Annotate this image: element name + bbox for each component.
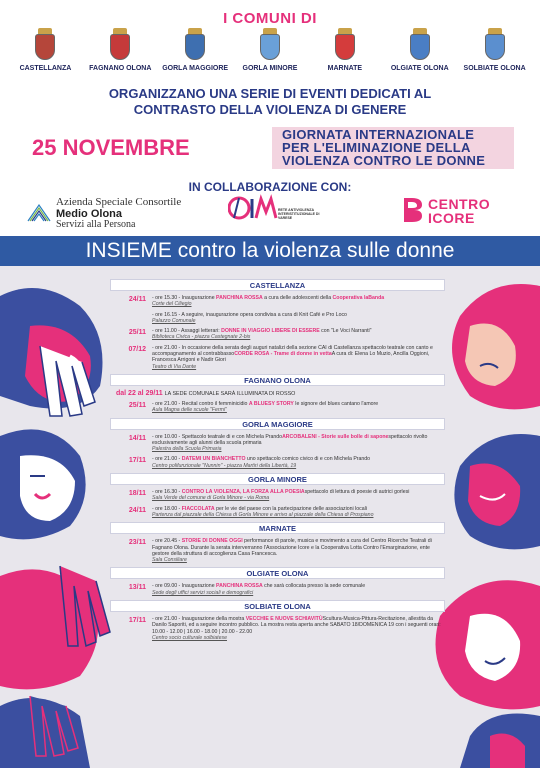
event-row: [110, 538, 445, 563]
event-location: Sala Consiliare: [152, 557, 187, 564]
event-location: Teatro di Via Dante: [152, 363, 197, 370]
event-row: [110, 401, 445, 414]
event-details: Scultura-Musica-Pittura-Recitazione, allestita da Danilo Saporiti, ed a seguire incontro pubblico. La mostra resta aperta anche SABATO 18/DOMENICA 19 con i seguenti orari: 10.00 - 12.00 | 16.00 - 18.00 | 20.00 - 22.00: [152, 616, 441, 635]
event-title: ARCOBALENI - Storie sulle bolle di sapone: [282, 433, 389, 440]
event-location: Centro polifunzionale "Nunnin" - piazza Martiri della Libertà, 19: [152, 462, 297, 469]
event-text: - ore 10.00 - Spettacolo teatrale di e con Michela Prando: [152, 433, 283, 440]
partner-medio-olona: [26, 196, 196, 230]
date-row: [0, 127, 540, 169]
event-text: - ore 21.00 - Inaugurazione della mostra: [152, 616, 246, 623]
event-description: [152, 328, 445, 341]
event-row: [110, 583, 445, 596]
event-description: [152, 616, 445, 641]
event-date: 25 NOVEMBRE: [32, 135, 190, 160]
event-description: [152, 401, 445, 414]
section-header-olgiate: OLGIATE OLONA: [110, 567, 445, 579]
coat-of-arms-icon: [410, 34, 430, 60]
event-location: Aula Magna delle scuole "Fermi": [152, 407, 227, 414]
crest-6: [457, 34, 532, 72]
event-description: [152, 489, 445, 502]
event-location: Corte del Ciliegio: [152, 301, 192, 308]
event-description: [152, 345, 445, 370]
program-area: [0, 266, 540, 768]
comune-name: MARNATE: [327, 65, 363, 72]
event-date: 17/11: [128, 617, 146, 625]
event-row: [110, 345, 445, 370]
event-title: DONNE IN VIAGGIO LIBERE DI ESSERE: [221, 328, 320, 335]
event-date: 25/11: [128, 401, 146, 409]
giornata-box: [272, 127, 514, 169]
event-location: Centro socio culturale solbiatese: [152, 634, 227, 641]
event-description: [152, 295, 445, 308]
event-row: [110, 312, 445, 325]
event-title: CONTRO LA VIOLENZA, LA FORZA ALLA POESIA: [181, 489, 305, 496]
event-details: con "Le Voci Narranti": [319, 328, 372, 335]
event-date: 13/11: [128, 584, 146, 592]
event-date: 17/11: [128, 457, 146, 465]
giornata-line-2: PER L'ELIMINAZIONE DELLA: [282, 140, 471, 155]
giornata-line-1: GIORNATA INTERNAZIONALE: [282, 127, 475, 142]
coat-of-arms-icon: [35, 34, 55, 60]
header: [0, 0, 540, 230]
event-description: [152, 583, 445, 596]
event-details: per le vie del paese con la partecipazione delle associazioni locali: [214, 505, 367, 512]
event-details: uno spettacolo comico civico di e con Michela Prando: [245, 456, 371, 463]
section-header-solbiate: SOLBIATE OLONA: [110, 600, 445, 612]
event-text: - ore 15.30 - Inaugurazione: [152, 295, 217, 301]
event-text: - ore 21.00 - In occasione della serata degli auguri natalizi della sezione CAI di Castellanza spettacolo teatrale con canto e accompagnamento al contrabbasso: [152, 344, 433, 358]
event-date: 23/11: [128, 539, 146, 547]
event-date: 24/11: [128, 296, 146, 303]
event-location: Palazzo Comunale: [152, 317, 196, 324]
program-list: [110, 276, 445, 645]
event-title: A BLUESY STORY: [248, 400, 294, 407]
comune-name: GORLA MAGGIORE: [162, 65, 229, 72]
event-date: [110, 312, 152, 313]
event-description: [152, 434, 445, 453]
partner-rete-antiviolenza: [228, 194, 328, 230]
section-header-castellanza: CASTELLANZA: [110, 279, 445, 291]
event-text: - ore 16.15 - A seguire, inaugurazione opera condivisa a cura di Knit Café e Pro Loco: [152, 311, 347, 318]
event-text: - ore 18.00 -: [152, 505, 182, 512]
coat-of-arms-icon: [260, 34, 280, 60]
event-organizer: Cooperativa laBanda: [332, 295, 385, 301]
event-description: [152, 538, 445, 563]
partner1-line-1: Azienda Speciale Consortile: [56, 196, 182, 208]
event-title: STORIE DI DONNE OGGI: [181, 538, 243, 545]
event-title: PANCHINA ROSSA: [216, 295, 263, 301]
coat-of-arms-icon: [110, 34, 130, 60]
event-title: VECCHIE E NUOVE SCHIAVITÙ: [245, 616, 323, 623]
crest-3: [233, 34, 308, 72]
event-title: FIACCOLATA: [181, 505, 215, 512]
event-row: [110, 434, 445, 453]
event-details: che sarà collocata presso la sede comunale: [262, 583, 366, 590]
collaboration-title: IN COLLABORAZIONE CON:: [188, 180, 352, 194]
event-date: 25/11: [128, 329, 146, 337]
section-header-gorla_maggiore: GORLA MAGGIORE: [110, 418, 445, 430]
coat-of-arms-icon: [335, 34, 355, 60]
event-row: [110, 506, 445, 519]
event-location: Sala Verde del comune di Gorla Minore - via Roma: [152, 495, 270, 502]
section-header-fagnano: FAGNANO OLONA: [110, 374, 445, 386]
section-header-marnate: MARNATE: [110, 522, 445, 534]
slogan-banner: INSIEME contro la violenza sulle donne: [0, 236, 540, 266]
event-text: - ore 11.00 - Assaggi letterari:: [152, 328, 222, 335]
partner1-line-2: Medio Olona: [56, 208, 122, 220]
event-description: [152, 456, 445, 469]
comune-name: SOLBIATE OLONA: [463, 65, 526, 72]
coat-of-arms-icon: [185, 34, 205, 60]
comune-name: FAGNANO OLONA: [89, 65, 152, 72]
crest-1: [83, 34, 158, 72]
partner3-line-1: CENTRO: [428, 196, 491, 212]
event-location: Sede degli uffici servizi sociali e demografici: [152, 589, 254, 596]
crest-row: [8, 34, 532, 72]
illumination-note: [116, 390, 445, 397]
event-row: [110, 489, 445, 502]
event-location: Biblioteca Civica - piazza Castegnate 2-bis: [152, 334, 251, 341]
medio-olona-logo-icon: [26, 199, 52, 225]
event-description: [152, 506, 445, 519]
event-text: - ore 16.30 -: [152, 489, 182, 496]
event-date: 14/11: [128, 434, 146, 442]
giornata-line-3: VIOLENZA CONTRO LE DONNE: [282, 153, 486, 168]
crest-0: [8, 34, 83, 72]
coat-of-arms-icon: [485, 34, 505, 60]
event-row: [110, 295, 445, 308]
event-text: - ore 20.45 -: [152, 538, 182, 545]
partner1-line-3: Servizi alla Persona: [56, 219, 136, 230]
event-text: - ore 21.00 -: [152, 456, 182, 463]
event-text: - ore 21.00 - Recital contro il femminicidio: [152, 400, 249, 407]
event-row: [110, 328, 445, 341]
organizer-line-2: CONTRASTO DELLA VIOLENZA DI GENERE: [133, 102, 407, 117]
event-details: A cura di: Elena Lo Muzio, Ancilla Oggioni, Francesca Arrigoni e Nadir Giori: [152, 351, 430, 364]
event-date: 07/12: [128, 345, 146, 353]
event-text: - ore 09.00 - Inaugurazione: [152, 583, 217, 590]
organizer-text: [0, 86, 540, 118]
event-date: 18/11: [128, 490, 146, 498]
comuni-title: I COMUNI DI: [223, 10, 317, 27]
partner2-subtitle: RETE ANTIVIOLENZA INTERISTITUZIONALE DI VARESE: [278, 208, 320, 220]
event-details: le signore del blues cantano l'amore: [293, 400, 379, 407]
partner-centro-icore: [402, 194, 512, 228]
comune-name: GORLA MINORE: [242, 65, 298, 72]
partner3-line-2: ICORE: [428, 210, 475, 226]
illumination-text: LA SEDE COMUNALE SARÀ ILLUMINATA DI ROSSO: [164, 390, 296, 397]
event-date: 24/11: [128, 506, 146, 514]
comune-name: OLGIATE OLONA: [390, 65, 449, 72]
event-details: a cura delle adolescenti della: [262, 295, 333, 301]
crest-4: [307, 34, 382, 72]
section-header-gorla_minore: GORLA MINORE: [110, 473, 445, 485]
event-location: Partenza dal piazzale della Chiesa di Gorla Minore e arrivo al piazzale della Chiesa di Prospiano: [152, 511, 374, 518]
event-details: spettacolo di lettura di poesie di autrici gorlesi: [304, 489, 410, 496]
centro-icore-logo-icon: [402, 196, 424, 224]
comune-name: CASTELLANZA: [19, 65, 72, 72]
illumination-dates: dal 22 al 29/11: [116, 389, 163, 397]
event-location: Palestra della Scuola Primaria: [152, 446, 222, 453]
event-details: performance di parole, musica e movimento a cura del Centro Ricerche Teatrali di Fagnano Olona. Durante la serata interverranno l'Associazione Icore e la Cooperativa Lotta Contro l'Emarginazione, ente gestore della struttura di accoglienza Casa Francesca.: [152, 538, 432, 557]
event-title: CORDE ROSA - Trame di donne in vetta: [234, 351, 332, 358]
crest-5: [382, 34, 457, 72]
event-description: [152, 312, 445, 325]
crest-2: [158, 34, 233, 72]
event-row: [110, 456, 445, 469]
event-details: spettacolo rivolto esclusivamente agli alunni della scuola primaria: [152, 433, 428, 446]
organizer-line-1: ORGANIZZANO UNA SERIE DI EVENTI DEDICATI AL: [108, 86, 432, 101]
event-title: PANCHINA ROSSA: [216, 583, 263, 590]
event-title: DATEMI UN BIANCHETTO: [181, 456, 246, 463]
event-row: [110, 616, 445, 641]
